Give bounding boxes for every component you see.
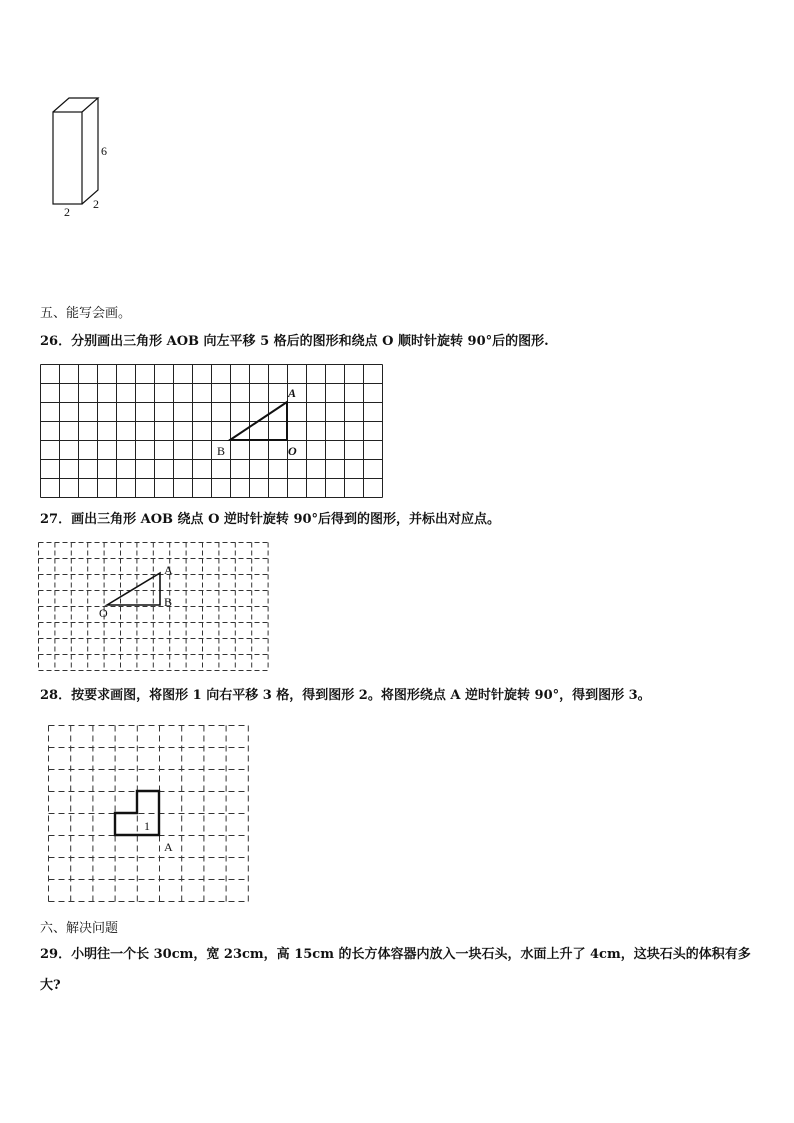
q28-label-1: 1 [144,819,150,833]
prism-width-label: 2 [64,205,70,219]
prism-depth-label: 2 [93,197,99,211]
q27-label-a: A [164,563,173,577]
q28-label-a: A [164,840,173,854]
question-28-grid [48,725,250,903]
section-title-5: 五、能写会画。 [40,306,132,321]
rectangular-prism-figure [40,92,120,222]
question-27-text: 27．画出三角形 AOB 绕点 O 逆时针旋转 90°后得到的图形，并标出对应点。 [40,512,501,527]
question-29-line-2: 大? [40,978,61,993]
question-29-line-1: 29．小明往一个长 30cm，宽 23cm，高 15cm 的长方体容器内放入一块石头，水面上升了 4cm，这块石头的体积有多 [40,947,751,962]
q26-label-o: O [288,444,297,458]
q27-label-o: O [99,606,108,620]
q26-label-a: A [288,386,297,400]
question-26-text: 26．分别画出三角形 AOB 向左平移 5 格后的图形和绕点 O 顺时针旋转 90°后的图形. [40,334,549,349]
question-27-grid [38,542,268,672]
question-28-text: 28．按要求画图，将图形 1 向右平移 3 格，得到图形 2。将图形绕点 A 逆时针旋转 90°，得到图形 3。 [40,688,651,703]
q27-label-b: B [164,595,173,609]
triangle-aob [107,573,160,605]
question-26-grid [40,364,382,497]
prism-height-label: 6 [101,144,107,158]
q26-label-b: B [217,444,226,458]
section-title-6: 六、解决问题 [40,921,119,936]
